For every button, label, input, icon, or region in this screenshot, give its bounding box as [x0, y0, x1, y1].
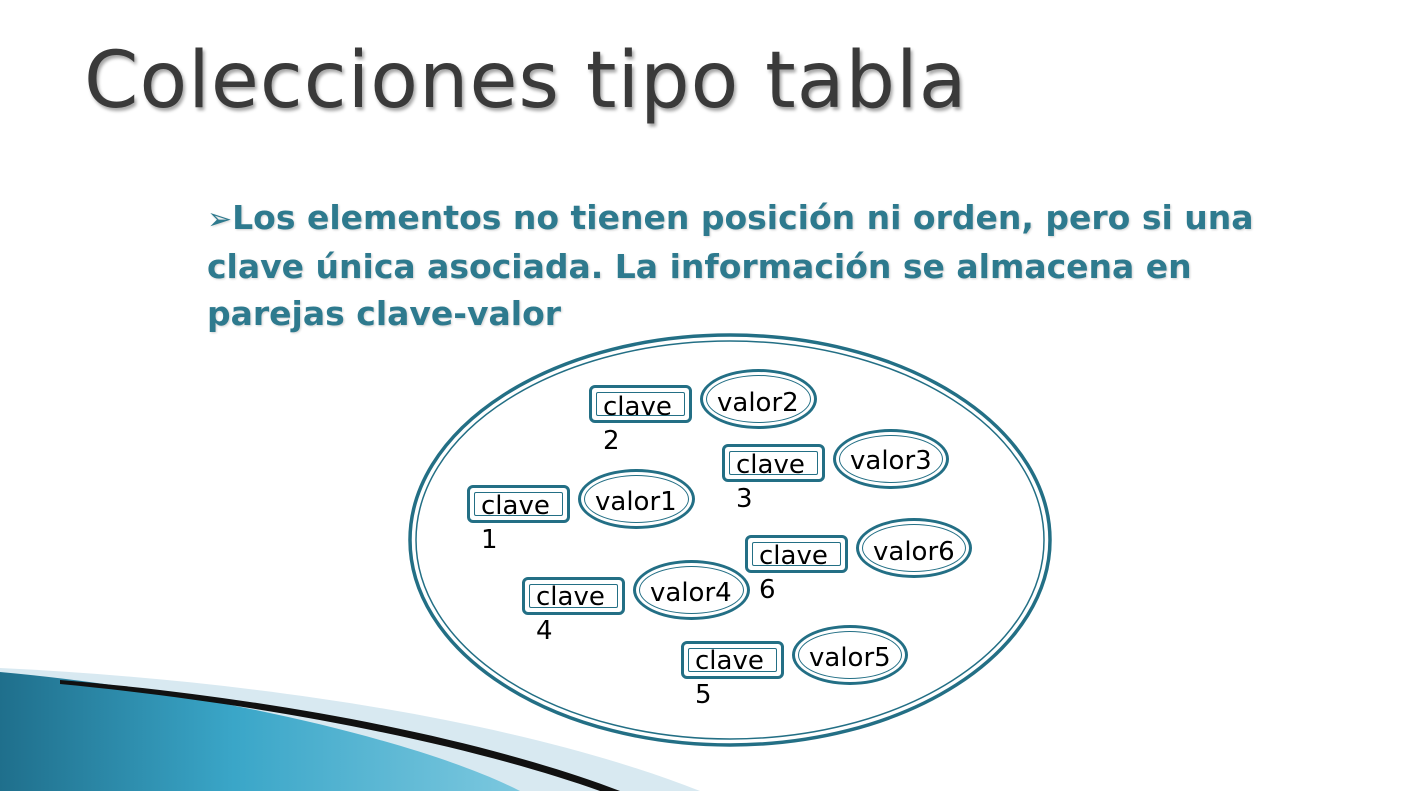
key-label-3: clave 3 [736, 450, 805, 514]
value-label-2: valor2 [717, 388, 799, 418]
value-label-6: valor6 [873, 537, 955, 567]
value-label-3: valor3 [850, 446, 932, 476]
slide-title: Colecciones tipo tabla [84, 36, 968, 126]
value-label-5: valor5 [809, 643, 891, 673]
key-label-6: clave 6 [759, 541, 828, 605]
key-label-4: clave 4 [536, 582, 605, 646]
key-label-2: clave 2 [603, 392, 672, 456]
arrow-bullet-icon: ➢ [207, 202, 233, 237]
key-label-5: clave 5 [695, 646, 764, 710]
key-label-1: clave 1 [481, 491, 550, 555]
bullet-body: Los elementos no tienen posición ni orden, pero si una clave única asociada. La información se almacena en parejas clave-valor [207, 198, 1254, 333]
value-label-1: valor1 [595, 487, 677, 517]
value-label-4: valor4 [650, 578, 732, 608]
